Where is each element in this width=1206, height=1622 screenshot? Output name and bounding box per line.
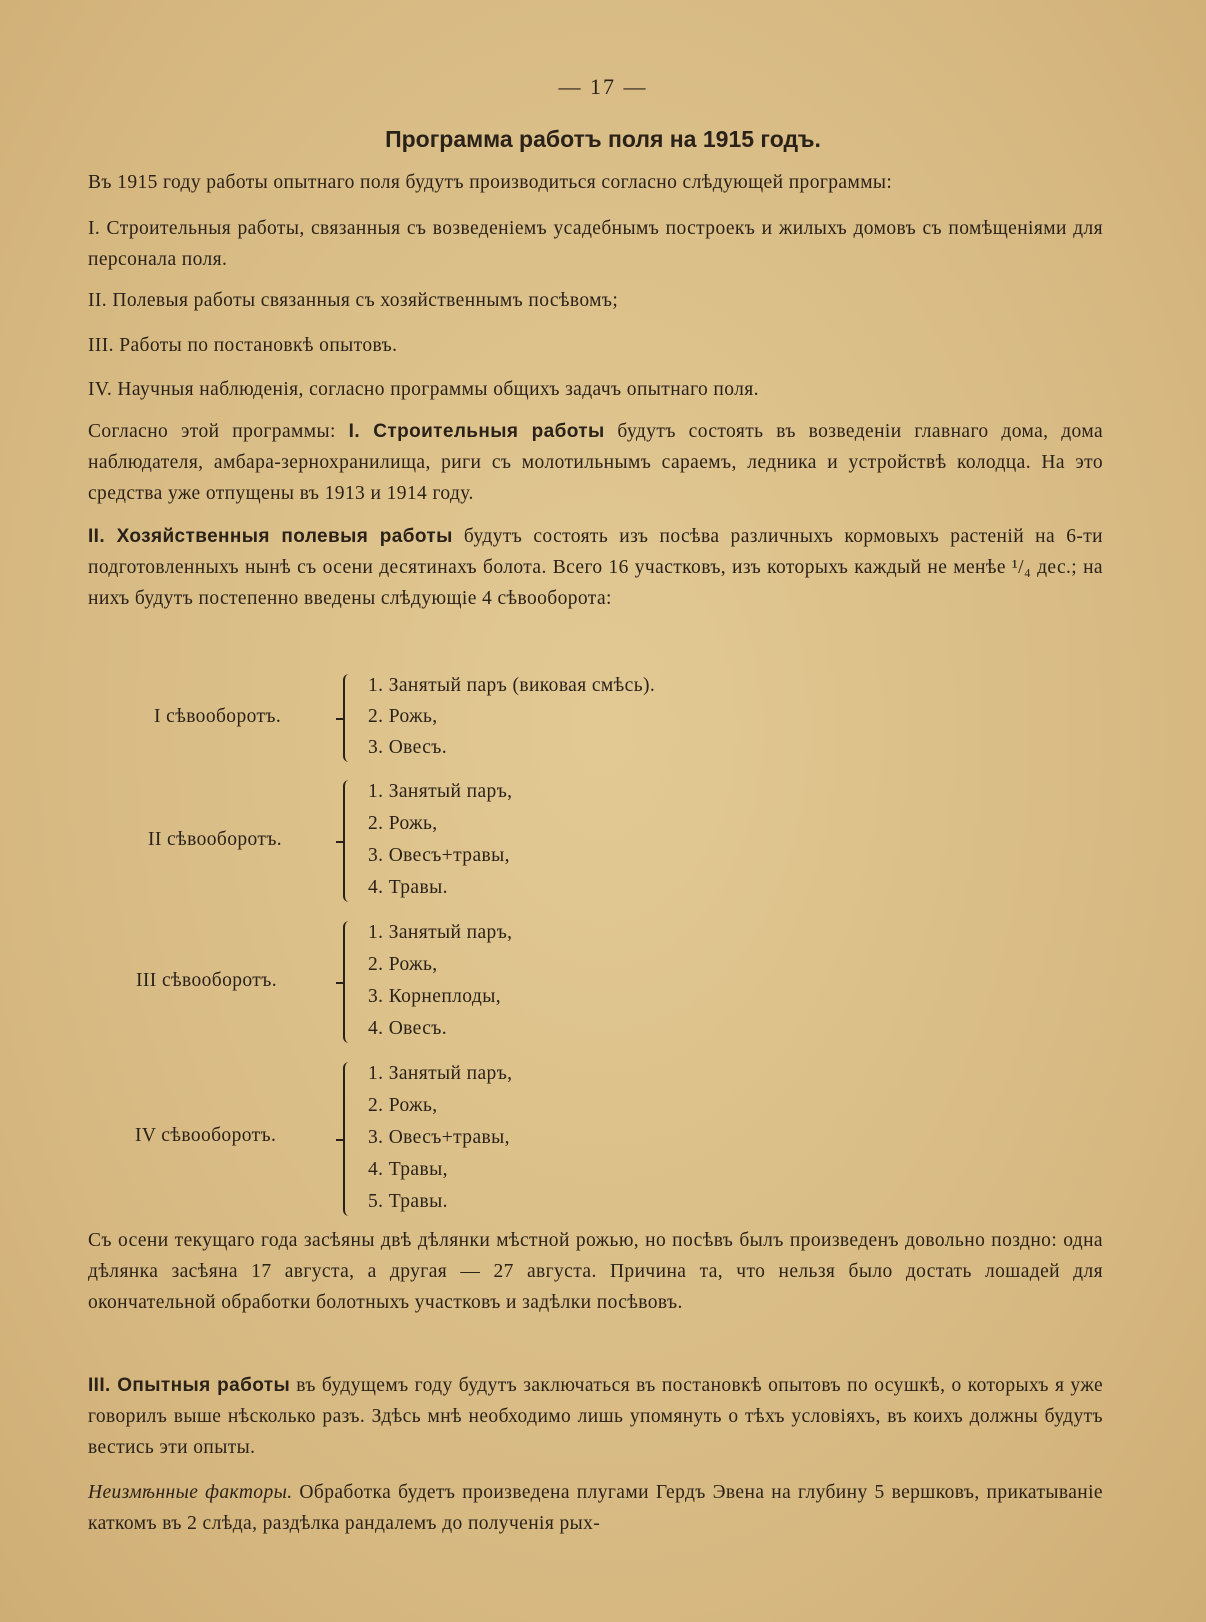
rotation-4-brace <box>343 1062 359 1216</box>
rotation-2-item-3: 3. Овесъ+травы, <box>368 845 510 866</box>
program-item-1: I. Строительныя работы, связанныя съ возведеніемъ усадебнымъ построекъ и жилыхъ домовъ съ помѣщеніями для персонала поля. <box>88 218 1103 270</box>
rotation-3-brace <box>343 921 359 1043</box>
rotation-3-item-2: 2. Рожь, <box>368 954 438 975</box>
rotation-1-item-2: 2. Рожь, <box>368 706 438 727</box>
section-1-heading: I. Строительныя работы <box>348 421 605 442</box>
rotation-4-item-3: 3. Овесъ+травы, <box>368 1127 510 1148</box>
autumn-paragraph: Съ осени текущаго года засѣяны двѣ дѣлянки мѣстной рожью, но посѣвъ былъ произведенъ довольно поздно: одна дѣлянка засѣяна 17 августа, а другая — 27 августа. Причина та, что нельзя было достать лошадей для окончательной обработки болотныхъ участковъ и задѣлки посѣвовъ. <box>88 1230 1103 1313</box>
section-2-text: будутъ состоять изъ посѣва различныхъ кормовыхъ растеній на 6-ти подготовленныхъ нынѣ съ осени десятинахъ болота. Всего 16 участковъ, изъ которыхъ каждый не менѣе ¹/₄ дес.; на нихъ будутъ постепенно введены слѣдующіе 4 сѣвооборота: <box>88 526 1103 609</box>
section-4-text: Обработка будетъ произведена плугами Гердъ Эвена на глубину 5 вершковъ, прикатываніе каткомъ въ 2 слѣда, раздѣлка рандалемъ до полученія рых- <box>88 1482 1103 1534</box>
section-1-text: будутъ состоять въ возведеніи главнаго дома, дома наблюдателя, амбара-зернохранилища, риги съ молотильнымъ сараемъ, ледника и устройствѣ колодца. На это средства уже отпущены въ 1913 и 1914 году. <box>88 421 1104 504</box>
rotation-2-label: II сѣвооборотъ. <box>148 829 283 850</box>
section-2-heading: II. Хозяйственныя полевыя работы <box>88 526 453 547</box>
section-1-lead: Согласно этой программы: <box>88 421 349 442</box>
section-3-text: въ будущемъ году будутъ заключаться въ постановкѣ опытовъ по осушкѣ, о которыхъ я уже говорилъ выше нѣсколько разъ. Здѣсь мнѣ необходимо лишь упомянуть о тѣхъ условіяхъ, въ коихъ должны будутъ вестись эти опыты. <box>88 1375 1103 1458</box>
rotation-3-item-1: 1. Занятый паръ, <box>368 922 513 943</box>
intro-paragraph <box>88 167 1103 198</box>
rotation-4-item-2: 2. Рожь, <box>368 1095 438 1116</box>
rotation-2-item-4: 4. Травы. <box>368 877 448 898</box>
rotation-1-item-3: 3. Овесъ. <box>368 737 448 758</box>
page-title: Программа работъ поля на 1915 годъ. <box>385 126 821 152</box>
program-item-2: II. Полевыя работы связанныя съ хозяйственнымъ посѣвомъ; <box>88 290 619 311</box>
section-2-paragraph <box>88 521 1103 614</box>
rotation-4-label: IV сѣвооборотъ. <box>135 1125 277 1146</box>
intro-text: Въ 1915 году работы опытнаго поля будутъ производиться согласно слѣдующей программы: <box>88 172 893 193</box>
section-1-paragraph <box>88 416 1103 509</box>
rotation-4-item-5: 5. Травы. <box>368 1191 448 1212</box>
rotation-3-label: III сѣвооборотъ. <box>136 970 277 991</box>
program-item-4: IV. Научныя наблюденія, согласно программы общихъ задачъ опытнаго поля. <box>88 379 759 400</box>
section-3-heading: III. Опытныя работы <box>88 1375 291 1396</box>
rotation-1-item-1: 1. Занятый паръ (виковая смѣсь). <box>368 675 656 696</box>
rotation-2-item-2: 2. Рожь, <box>368 813 438 834</box>
rotation-3-item-4: 4. Овесъ. <box>368 1018 448 1039</box>
rotation-2-brace <box>343 780 359 902</box>
section-3-paragraph <box>88 1370 1103 1463</box>
rotation-1-label: I сѣвооборотъ. <box>154 706 282 727</box>
section-4-heading: Неизмѣнные факторы. <box>88 1482 293 1503</box>
rotation-2-item-1: 1. Занятый паръ, <box>368 781 513 802</box>
rotation-4-item-1: 1. Занятый паръ, <box>368 1063 513 1084</box>
section-4-paragraph <box>88 1477 1103 1539</box>
page-number: — 17 — <box>558 74 648 99</box>
rotation-1-brace <box>343 674 359 762</box>
rotation-3-item-3: 3. Корнеплоды, <box>368 986 501 1007</box>
rotation-4-item-4: 4. Травы, <box>368 1159 448 1180</box>
program-item-3: III. Работы по постановкѣ опытовъ. <box>88 335 398 356</box>
